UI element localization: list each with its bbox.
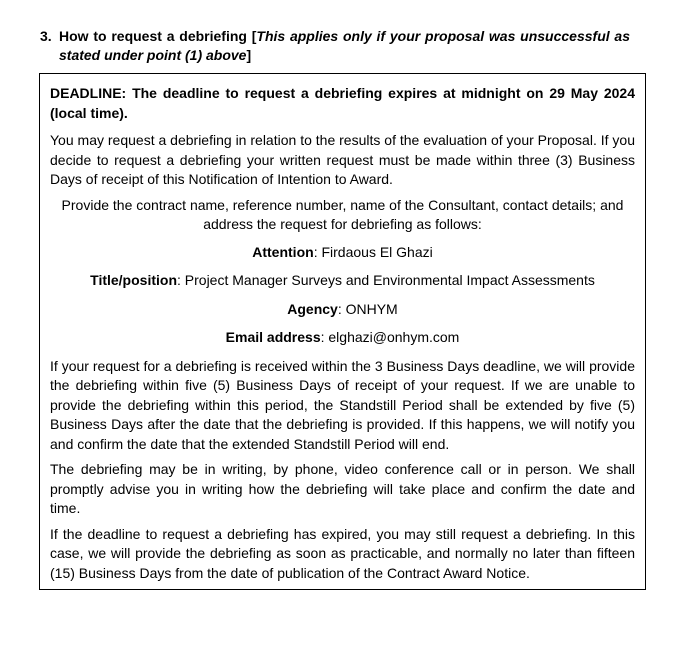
paragraph-debriefing-timeline: If your request for a debriefing is received within the 3 Business Days deadline, we will provide the debriefing within five (5) Business Days of receipt of your request. If we are unable to provide the debriefing within this period, the Standstill Period shall be extended by five (5) Business Days after the date that the debriefing is provided. If this happens, we will notify you and confirm the date that the extended Standstill Period will end. [50, 357, 635, 452]
contact-email: Email address: elghazi@onhym.com [225, 329, 460, 345]
email-value: elghazi@onhym.com [328, 329, 460, 345]
attention-value: Firdaous El Ghazi [321, 243, 433, 260]
title-position-label: Title/position [90, 272, 177, 288]
debriefing-box [39, 73, 646, 590]
title-position-value: Project Manager Surveys and Environmental Impact Assessments [184, 272, 595, 288]
agency-label: Agency [287, 300, 338, 317]
section-title-close: ] [246, 47, 252, 63]
section-title-note: This applies only if your proposal was unsuccessful as stated under point (1) above [59, 28, 630, 63]
deadline-notice: DEADLINE: The deadline to request a debriefing expires at midnight on 29 May 2024 (local time). [50, 85, 635, 121]
contact-agency: Agency: ONHYM [287, 300, 398, 317]
section-title [40, 27, 630, 65]
contact-title-position: Title/position: Project Manager Surveys and Environmental Impact Assessments [90, 272, 595, 288]
paragraph-expired-deadline: If the deadline to request a debriefing has expired, you may still request a debriefing. In this case, we will provide the debriefing as soon as practicable, and normally no later than fifteen (15) Business Days from the date of publication of the Contract Award Notice. [50, 525, 635, 581]
section-number: 3. [40, 28, 52, 44]
email-label: Email address [225, 329, 321, 345]
section-heading [40, 27, 630, 65]
contact-attention: Attention: Firdaous El Ghazi [252, 243, 433, 260]
paragraph-debriefing-format: The debriefing may be in writing, by phone, video conference call or in person. We shall promptly advise you in writing how the debriefing will take place and confirm the date and time. [50, 461, 635, 516]
agency-value: ONHYM [345, 300, 398, 317]
section-title-main: How to request a debriefing [ [59, 28, 257, 44]
attention-label: Attention [252, 243, 314, 260]
paragraph-request-debriefing: You may request a debriefing in relation to the results of the evaluation of your Proposal. If you decide to request a debriefing your written request must be made within three (3) Business Days of receipt of this Notification of Intention to Award. [50, 132, 635, 187]
paragraph-provide-details: Provide the contract name, reference number, name of the Consultant, contact details; and address the request for debriefing as follows: [61, 196, 624, 232]
